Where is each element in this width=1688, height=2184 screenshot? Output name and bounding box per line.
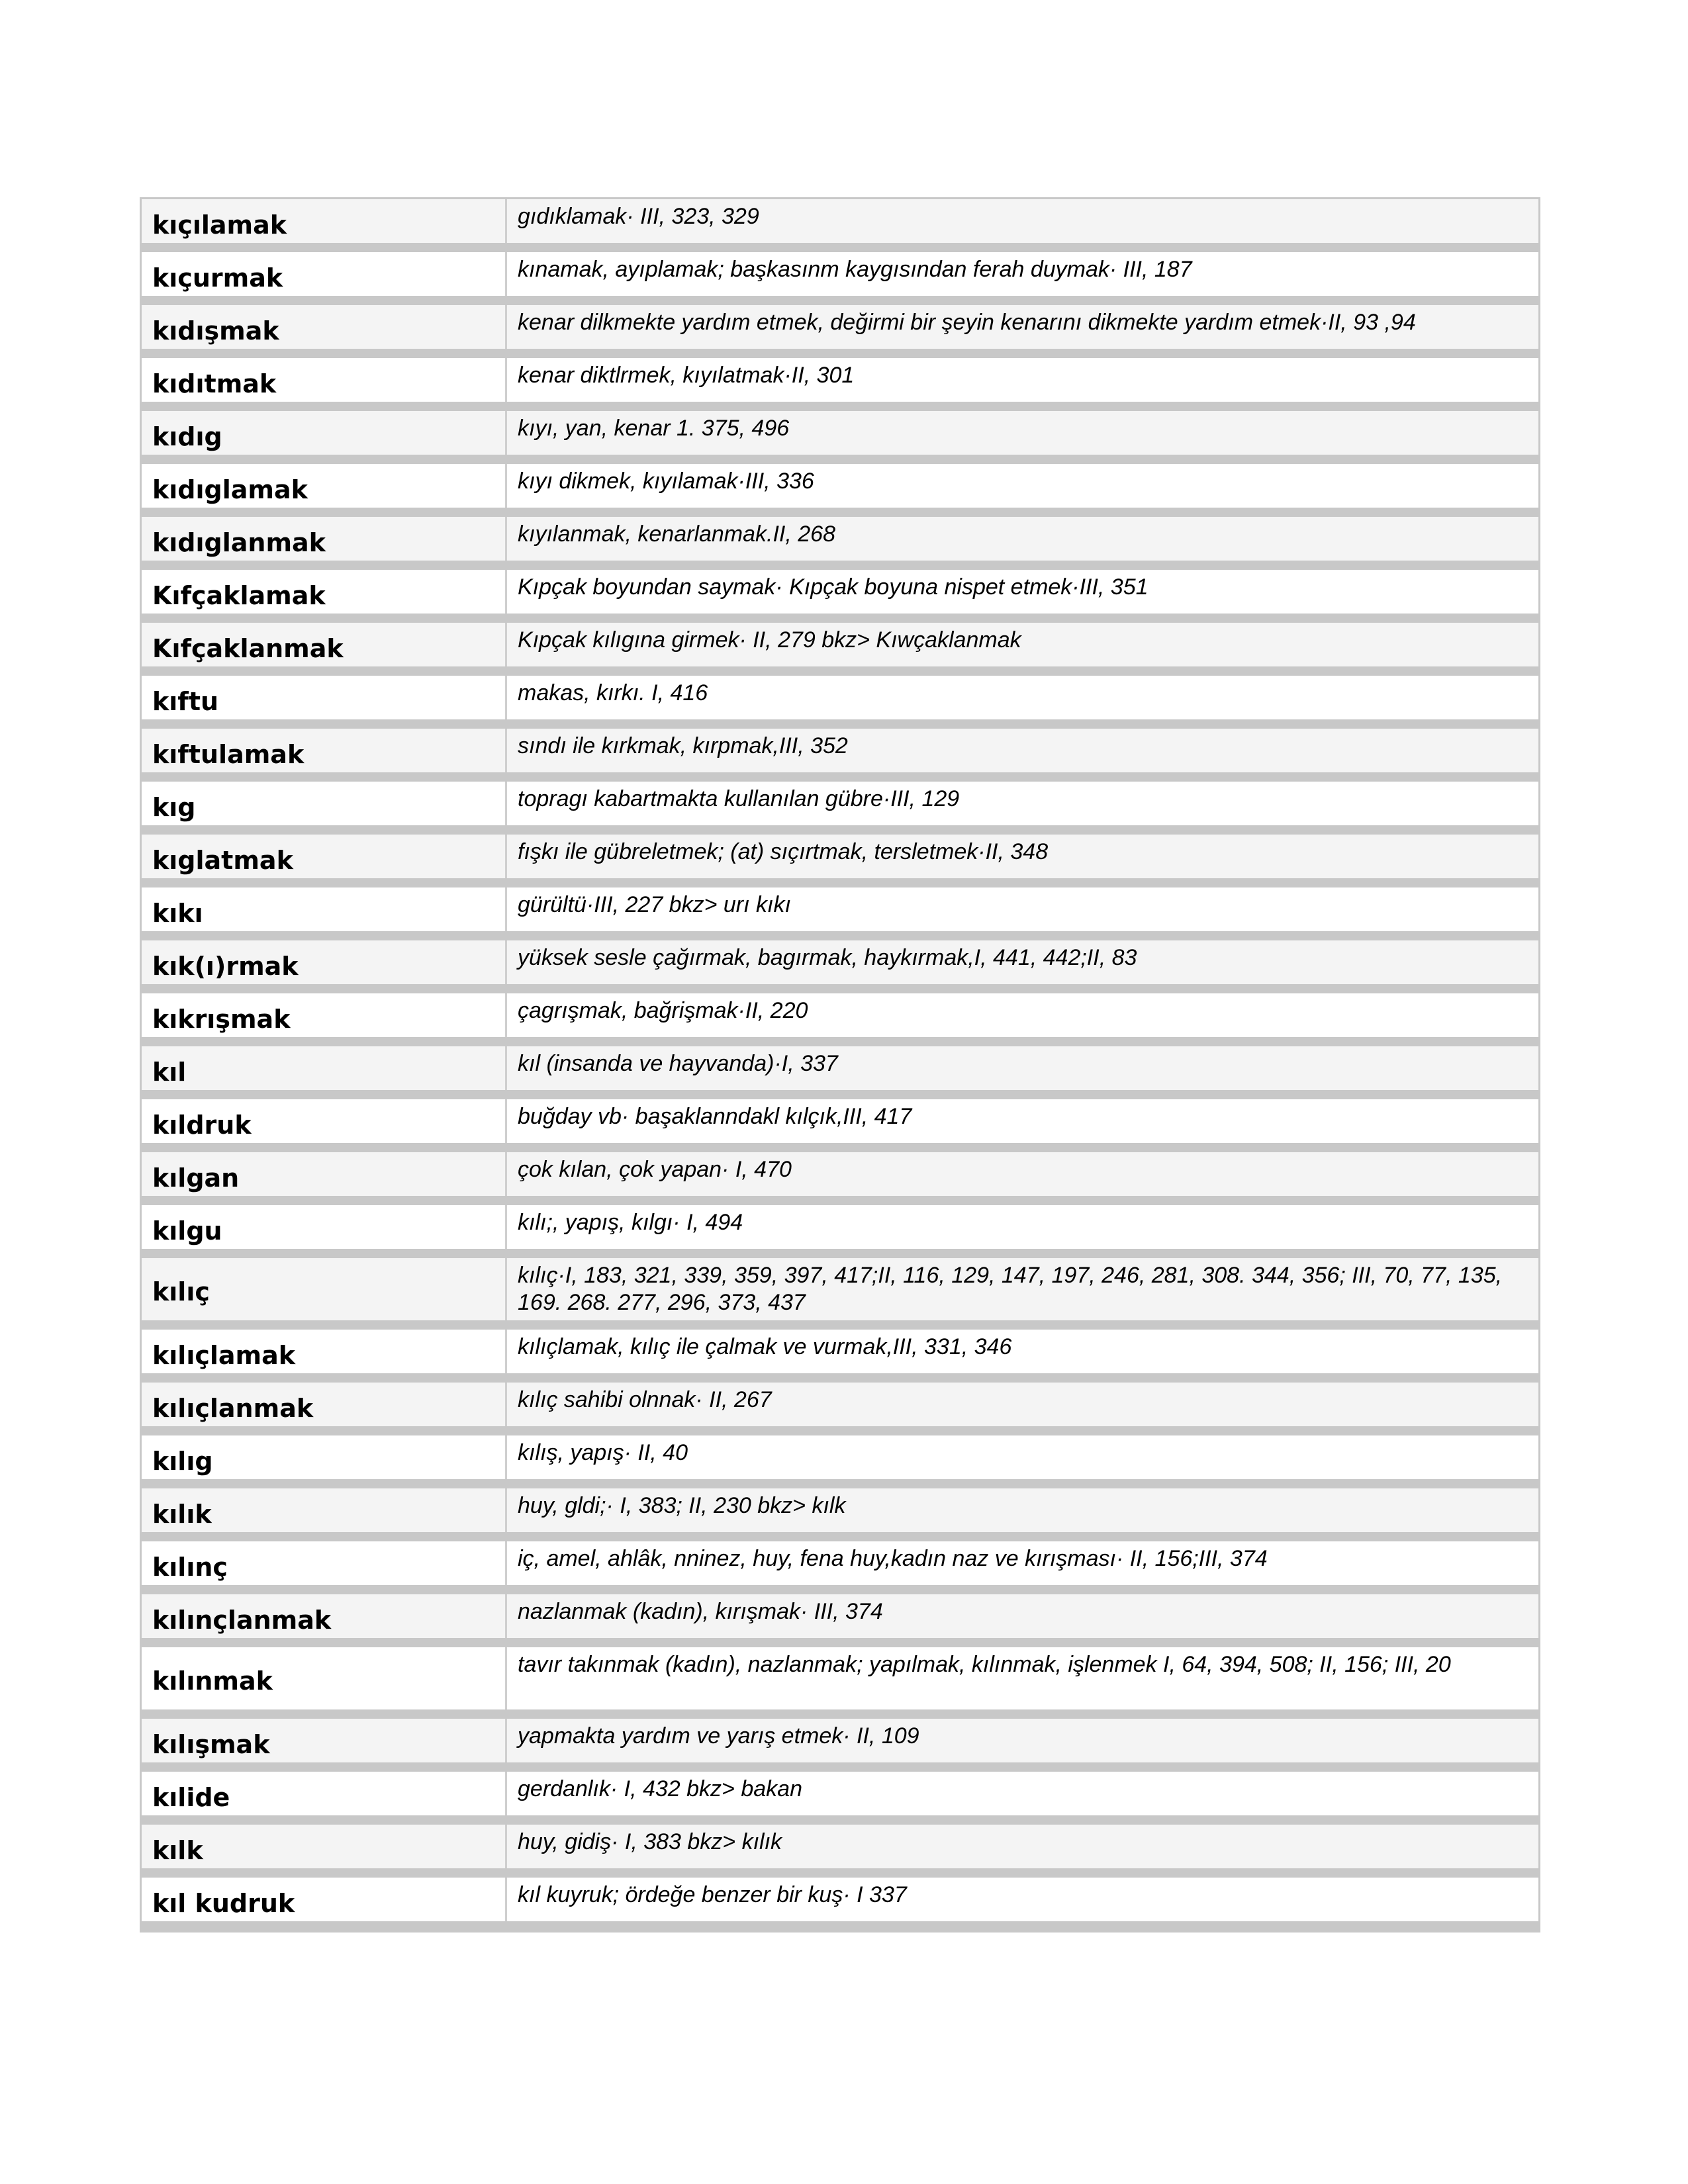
- entry-definition: sındı ile kırkmak, kırpmak,III, 352: [507, 729, 1538, 772]
- entry-term: kıg: [142, 782, 507, 825]
- table-row: [142, 887, 1538, 931]
- entry-definition: kılıçlamak, kılıç ile çalmak ve vurmak,III, 331, 346: [507, 1330, 1538, 1373]
- entry-definition: kılı;, yapış, kılgı· I, 494: [507, 1205, 1538, 1249]
- entry-definition: yapmakta yardım ve yarış etmek· II, 109: [507, 1719, 1538, 1762]
- entry-definition: iç, amel, ahlâk, nninez, huy, fena huy,kadın naz ve kırışması· II, 156;III, 374: [507, 1541, 1538, 1585]
- entry-definition: kılıç sahibi olnnak· II, 267: [507, 1383, 1538, 1426]
- table-row: [142, 729, 1538, 772]
- entry-term: kıkı: [142, 887, 507, 931]
- entry-definition: topragı kabartmakta kullanılan gübre·III, 129: [507, 782, 1538, 825]
- table-row: [142, 1205, 1538, 1249]
- entry-term: Kıfçaklanmak: [142, 623, 507, 666]
- entry-term: kılınçlanmak: [142, 1594, 507, 1638]
- entry-definition: gürültü·III, 227 bkz> urı kıkı: [507, 887, 1538, 931]
- table-row: [142, 1330, 1538, 1373]
- entry-definition: Kıpçak boyundan saymak· Kıpçak boyuna nispet etmek·III, 351: [507, 570, 1538, 614]
- table-row: [142, 782, 1538, 825]
- table-row: [142, 464, 1538, 508]
- entry-term: kıl: [142, 1046, 507, 1090]
- entry-definition: çagrışmak, bağrişmak·II, 220: [507, 993, 1538, 1037]
- table-row: [142, 623, 1538, 666]
- entry-term: kık(ı)rmak: [142, 940, 507, 984]
- entry-definition: gıdıklamak· III, 323, 329: [507, 199, 1538, 243]
- table-row: [142, 940, 1538, 984]
- table-row: [142, 835, 1538, 878]
- entry-term: kılgan: [142, 1152, 507, 1196]
- table-row: [142, 199, 1538, 243]
- table-row: [142, 1099, 1538, 1143]
- entry-definition: kıl kuyruk; ördeğe benzer bir kuş· I 337: [507, 1878, 1538, 1921]
- entry-term: kıdışmak: [142, 305, 507, 349]
- entry-definition: fışkı ile gübreletmek; (at) sıçırtmak, tersletmek·II, 348: [507, 835, 1538, 878]
- entry-definition: kıyı, yan, kenar 1. 375, 496: [507, 411, 1538, 455]
- table-row: [142, 1825, 1538, 1868]
- entry-term: kıçılamak: [142, 199, 507, 243]
- entry-term: Kıfçaklamak: [142, 570, 507, 614]
- entry-term: kıdıg: [142, 411, 507, 455]
- table-row: [142, 1594, 1538, 1638]
- entry-term: kıldruk: [142, 1099, 507, 1143]
- entry-definition: kılıç·I, 183, 321, 339, 359, 397, 417;II, 116, 129, 147, 197, 246, 281, 308. 344, 356; III, 70, 77, 135, 169. 268. 277, 296, 373, 437: [507, 1258, 1538, 1320]
- table-row: [142, 1488, 1538, 1532]
- entry-term: kıftu: [142, 676, 507, 719]
- entry-term: kıkrışmak: [142, 993, 507, 1037]
- entry-definition: kıl (insanda ve hayvanda)·I, 337: [507, 1046, 1538, 1090]
- entry-term: kılışmak: [142, 1719, 507, 1762]
- table-row: [142, 411, 1538, 455]
- entry-definition: kıyı dikmek, kıyılamak·III, 336: [507, 464, 1538, 508]
- table-row: [142, 1719, 1538, 1762]
- table-row: [142, 1435, 1538, 1479]
- entry-definition: gerdanlık· I, 432 bkz> bakan: [507, 1772, 1538, 1815]
- entry-definition: kınamak, ayıplamak; başkasınm kaygısından ferah duymak· III, 187: [507, 252, 1538, 296]
- entry-definition: kenar dilkmekte yardım etmek, değirmi bir şeyin kenarını dikmekte yardım etmek·II, 93 ,94: [507, 305, 1538, 349]
- table-row: [142, 1772, 1538, 1815]
- table-row: [142, 1541, 1538, 1585]
- entry-term: kılıçlamak: [142, 1330, 507, 1373]
- entry-term: kılıç: [142, 1258, 507, 1320]
- entry-definition: kılış, yapış· II, 40: [507, 1435, 1538, 1479]
- table-row: [142, 1152, 1538, 1196]
- entry-definition: makas, kırkı. I, 416: [507, 676, 1538, 719]
- entry-term: kıl kudruk: [142, 1878, 507, 1921]
- entry-term: kıdıglanmak: [142, 517, 507, 561]
- glossary-table: [140, 197, 1540, 1933]
- entry-definition: huy, gidiş· I, 383 bkz> kılık: [507, 1825, 1538, 1868]
- entry-term: kıdıtmak: [142, 358, 507, 402]
- entry-definition: nazlanmak (kadın), kırışmak· III, 374: [507, 1594, 1538, 1638]
- entry-term: kılık: [142, 1488, 507, 1532]
- entry-term: kıdıglamak: [142, 464, 507, 508]
- entry-term: kılide: [142, 1772, 507, 1815]
- table-row: [142, 1878, 1538, 1921]
- entry-term: kıglatmak: [142, 835, 507, 878]
- table-row: [142, 1383, 1538, 1426]
- entry-term: kılınç: [142, 1541, 507, 1585]
- entry-definition: yüksek sesle çağırmak, bagırmak, haykırmak,I, 441, 442;II, 83: [507, 940, 1538, 984]
- entry-term: kıçurmak: [142, 252, 507, 296]
- entry-term: kılınmak: [142, 1647, 507, 1709]
- entry-term: kıftulamak: [142, 729, 507, 772]
- entry-definition: kenar diktlrmek, kıyılatmak·II, 301: [507, 358, 1538, 402]
- entry-definition: Kıpçak kılıgına girmek· II, 279 bkz> Kıwçaklanmak: [507, 623, 1538, 666]
- entry-definition: kıyılanmak, kenarlanmak.II, 268: [507, 517, 1538, 561]
- table-row: [142, 305, 1538, 349]
- entry-definition: buğday vb· başaklanndakl kılçık,III, 417: [507, 1099, 1538, 1143]
- entry-definition: huy, gldi;· I, 383; II, 230 bkz> kılk: [507, 1488, 1538, 1532]
- table-row: [142, 993, 1538, 1037]
- entry-term: kılıg: [142, 1435, 507, 1479]
- entry-term: kılgu: [142, 1205, 507, 1249]
- table-row: [142, 358, 1538, 402]
- table-row: [142, 1647, 1538, 1709]
- entry-term: kılıçlanmak: [142, 1383, 507, 1426]
- table-row: [142, 676, 1538, 719]
- table-row: [142, 517, 1538, 561]
- entry-definition: çok kılan, çok yapan· I, 470: [507, 1152, 1538, 1196]
- table-row: [142, 252, 1538, 296]
- table-row: [142, 1258, 1538, 1320]
- table-row: [142, 570, 1538, 614]
- entry-definition: tavır takınmak (kadın), nazlanmak; yapılmak, kılınmak, işlenmek I, 64, 394, 508; II, 156; III, 20: [507, 1647, 1538, 1709]
- table-row: [142, 1046, 1538, 1090]
- entry-term: kılk: [142, 1825, 507, 1868]
